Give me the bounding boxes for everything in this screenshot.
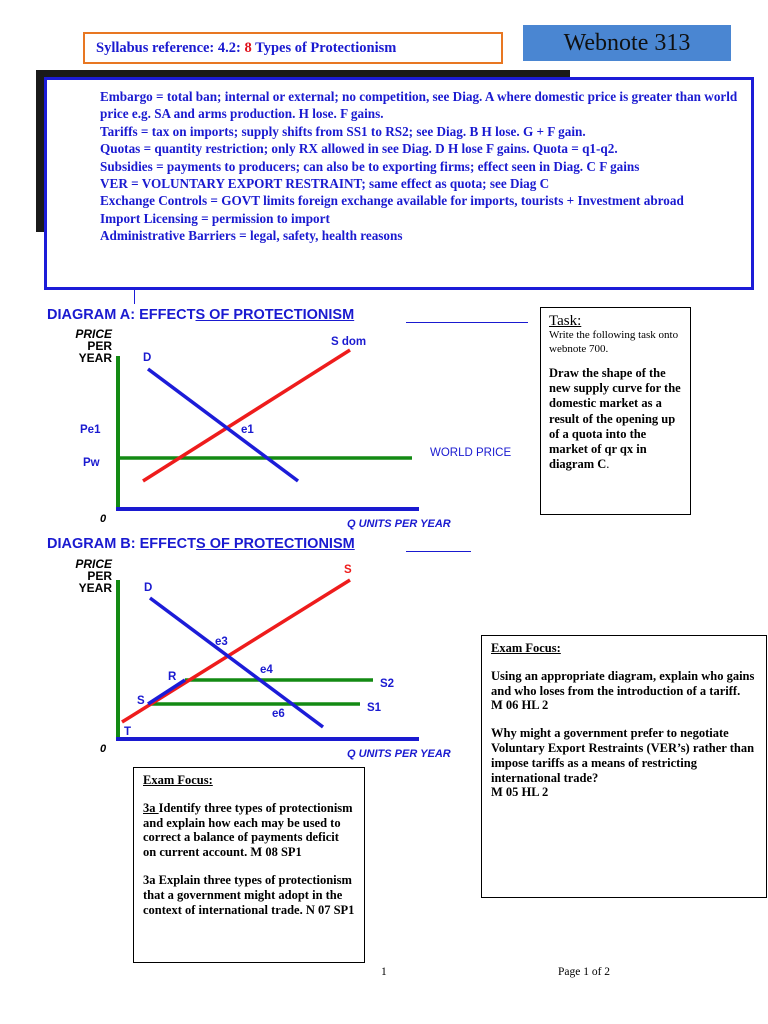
diagram-b-title-prefix: DIAGRAM B: EFFECT xyxy=(47,536,197,552)
diagram-a-y-label-price: PRICE xyxy=(75,327,112,341)
diagram-a-supply-line xyxy=(143,350,350,481)
diagram-b-demand-label: D xyxy=(144,582,153,594)
exam-focus-left-box xyxy=(133,767,365,963)
diagram-a-x-label: Q UNITS PER YEAR xyxy=(347,518,451,530)
definition-exchange-controls: Exchange Controls = GOVT limits foreign exchange available for imports, tourists + Investment abroad xyxy=(100,193,684,209)
diagram-b-title xyxy=(47,536,355,552)
exam-focus-left-heading: Exam Focus: xyxy=(143,773,213,787)
diagram-b-e3-label: e3 xyxy=(215,636,228,648)
diagram-b-s-label: S xyxy=(137,695,145,707)
definition-tariffs: Tariffs = tax on imports; supply shifts from SS1 to RS2; see Diag. B H lose. G + F gain. xyxy=(100,123,586,139)
diagram-a-pe1-label: Pe1 xyxy=(80,424,101,436)
diagram-b-y-label-per: PER xyxy=(87,569,112,583)
diagram-b-r-label: R xyxy=(168,671,177,683)
exam-focus-left-q1 xyxy=(143,801,355,860)
page-of-label: Page 1 of 2 xyxy=(558,966,611,978)
diagram-a-world-price-label: WORLD PRICE xyxy=(430,447,512,459)
diagram-b-title-suffix: S OF PROTECTIONISM xyxy=(196,536,355,552)
diagram-b-title-underline xyxy=(406,551,471,552)
diagram-a-title-prefix: DIAGRAM A: EFFECT xyxy=(47,307,196,323)
exam-focus-left-q2: 3a Explain three types of protectionism that a government might adopt in the context of international trade. N 07 SP1 xyxy=(143,872,355,917)
exam-focus-left-q1-num: 3a xyxy=(143,800,159,815)
diagram-b xyxy=(75,557,450,760)
page-number: 1 xyxy=(381,966,387,978)
task-instruction: Write the following task onto webnote 700. xyxy=(549,329,679,355)
diagram-a-e1-label: e1 xyxy=(241,424,254,436)
diagram-b-supply-label: S xyxy=(344,564,352,576)
exam-focus-right-q2-ref: M 05 HL 2 xyxy=(491,785,549,800)
task-period: . xyxy=(606,457,610,472)
diagram-b-x-label: Q UNITS PER YEAR xyxy=(347,748,451,760)
webnote-label: Webnote 313 xyxy=(523,25,731,61)
diagram-b-y-label-year: YEAR xyxy=(78,581,112,595)
definition-import-licensing: Import Licensing = permission to import xyxy=(100,210,330,226)
exam-focus-right-box xyxy=(481,635,767,898)
task-body-main: Draw the shape of the new supply curve for the domestic market as a result of the opening up of a quota into the market of qr qx in diagram xyxy=(549,366,681,472)
diagram-a-origin-label: 0 xyxy=(100,513,107,525)
task-box xyxy=(540,307,691,515)
exam-focus-right-q2: Why might a government prefer to negotiate Voluntary Export Restraints (VER’s) rather than impose tariffs as a means of restricting international trade? xyxy=(491,726,755,785)
diagram-a-pw-label: Pw xyxy=(83,457,100,469)
exam-focus-right-heading: Exam Focus: xyxy=(491,641,561,655)
task-heading: Task: xyxy=(549,313,582,329)
diagram-a-demand-label: D xyxy=(143,352,152,364)
diagram-a-y-label-per: PER xyxy=(87,339,112,353)
definition-administrative-barriers: Administrative Barriers = legal, safety, health reasons xyxy=(100,228,403,244)
definition-quotas: Quotas = quantity restriction; only RX allowed in see Diag. D H lose F gains. Quota = q1-q2. xyxy=(100,141,618,157)
exam-focus-right-q1-ref: M 06 HL 2 xyxy=(491,698,549,713)
diagram-a-y-label-year: YEAR xyxy=(78,351,112,365)
task-body-end: C xyxy=(597,457,607,472)
diagram-a-supply-label: S dom xyxy=(331,336,367,348)
diagram-b-origin-label: 0 xyxy=(100,743,107,755)
diagram-b-rs-segment xyxy=(148,680,185,704)
diagram-b-s1-label: S1 xyxy=(367,702,382,714)
definition-ver: VER = VOLUNTARY EXPORT RESTRAINT; same effect as quota; see Diag C xyxy=(100,176,550,192)
definition-subsidies: Subsidies = payments to producers; can also be to exporting firms; effect seen in Diag. C F gains xyxy=(100,158,640,174)
syllabus-topic: Types of Protectionism xyxy=(255,40,397,56)
diagram-b-e6-label: e6 xyxy=(272,708,285,720)
definition-embargo: Embargo = total ban; internal or external; no competition, see Diag. A where domestic price is greater than world price e.g. SA and arms production. H lose. F gains. xyxy=(100,89,738,122)
diagram-a-title-suffix: S OF PROTECTIONISM xyxy=(195,307,355,323)
diagram-b-e4-label: e4 xyxy=(260,664,273,676)
diagram-b-s2-label: S2 xyxy=(380,678,395,690)
syllabus-prefix: Syllabus reference: 4.2: xyxy=(96,40,241,56)
diagram-a xyxy=(75,327,511,530)
diagram-b-y-label-price: PRICE xyxy=(75,557,112,571)
exam-focus-right-q1: Using an appropriate diagram, explain who gains and who loses from the introduction of a tariff. xyxy=(491,668,755,698)
syllabus-number: 8 xyxy=(244,40,252,56)
task-body xyxy=(549,366,682,472)
diagram-b-demand-line xyxy=(150,598,323,727)
exam-focus-left-q1-text: Identify three types of protectionism and explain how each may be used to correct a balance of payments deficit on current account. M 08 SP1 xyxy=(143,800,353,860)
diagram-b-t-label: T xyxy=(124,726,132,738)
